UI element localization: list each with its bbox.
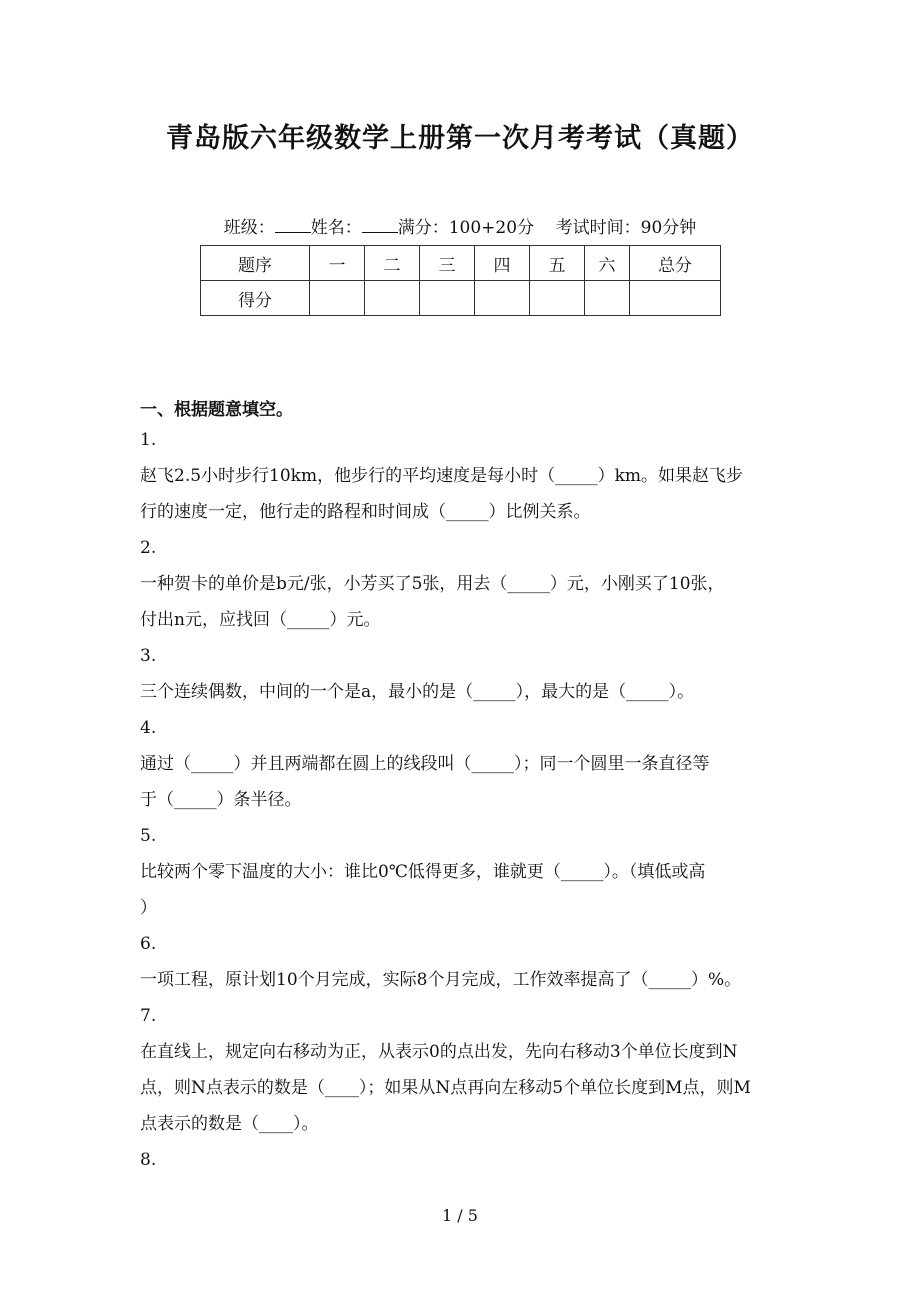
header-cell: 三: [420, 246, 475, 281]
question-number: 5.: [140, 826, 157, 846]
question-text-line: ）: [140, 898, 157, 918]
exam-info: [0, 213, 920, 238]
question-text-line: 三个连续偶数，中间的一个是a，最小的是（_____），最大的是（_____）。: [140, 682, 695, 702]
page-title: 青岛版六年级数学上册第一次月考考试（真题）: [166, 123, 754, 154]
question-text-line: 行的速度一定，他行走的路程和时间成（_____）比例关系。: [140, 502, 591, 522]
question-number: 8.: [140, 1150, 157, 1170]
score-cell: [585, 281, 630, 316]
header-cell: 五: [530, 246, 585, 281]
question-number: 6.: [140, 934, 157, 954]
header-cell: 二: [365, 246, 420, 281]
name-blank: [362, 218, 398, 233]
score-cell: [475, 281, 530, 316]
header-cell: 题序: [201, 246, 310, 281]
question-text-line: 赵飞2.5小时步行10km，他步行的平均速度是每小时（_____）km。如果赵飞步: [140, 466, 744, 486]
question-number: 1.: [140, 430, 157, 450]
question-text-line: 付出n元，应找回（_____）元。: [140, 610, 381, 630]
question-list: [140, 422, 790, 1178]
score-cell: [365, 281, 420, 316]
question-text-line: 点表示的数是（____）。: [140, 1114, 319, 1134]
score-table: [200, 245, 721, 316]
question-text-line: 一种贺卡的单价是b元/张，小芳买了5张，用去（_____）元，小刚买了10张，: [140, 574, 725, 594]
question-text-line: 比较两个零下温度的大小：谁比0℃低得更多，谁就更（_____）。（填低或高: [140, 862, 706, 882]
score-cell: [310, 281, 365, 316]
score-table-score-row: [201, 281, 721, 316]
question-text-line: 在直线上，规定向右移动为正，从表示0的点出发，先向右移动3个单位长度到N: [140, 1042, 738, 1062]
row-label-cell: 得分: [201, 281, 310, 316]
question-number: 3.: [140, 646, 157, 666]
header-cell: 四: [475, 246, 530, 281]
header-cell: 总分: [630, 246, 721, 281]
header-cell: 六: [585, 246, 630, 281]
header-cell: 一: [310, 246, 365, 281]
time-label: 考试时间：90分钟: [555, 218, 697, 238]
section-heading: 一、根据题意填空。: [140, 400, 293, 420]
score-cell: [420, 281, 475, 316]
score-table-header-row: [201, 246, 721, 281]
score-cell: [530, 281, 585, 316]
page-number: 1 / 5: [442, 1206, 478, 1225]
question-text-line: 一项工程，原计划10个月完成，实际8个月完成，工作效率提高了（_____）%。: [140, 970, 742, 990]
class-label: 班级：: [223, 218, 275, 238]
question-text-line: 点，则N点表示的数是（____）；如果从N点再向左移动5个单位长度到M点，则M: [140, 1078, 751, 1098]
question-number: 7.: [140, 1006, 157, 1026]
question-text-line: 于（_____）条半径。: [140, 790, 302, 810]
question-number: 2.: [140, 538, 157, 558]
name-label: 姓名：: [310, 218, 362, 238]
question-text-line: 通过（_____）并且两端都在圆上的线段叫（_____）；同一个圆里一条直径等: [140, 754, 710, 774]
question-number: 4.: [140, 718, 157, 738]
score-label: 满分：100+20分: [397, 218, 535, 238]
score-cell: [630, 281, 721, 316]
class-blank: [275, 218, 311, 233]
